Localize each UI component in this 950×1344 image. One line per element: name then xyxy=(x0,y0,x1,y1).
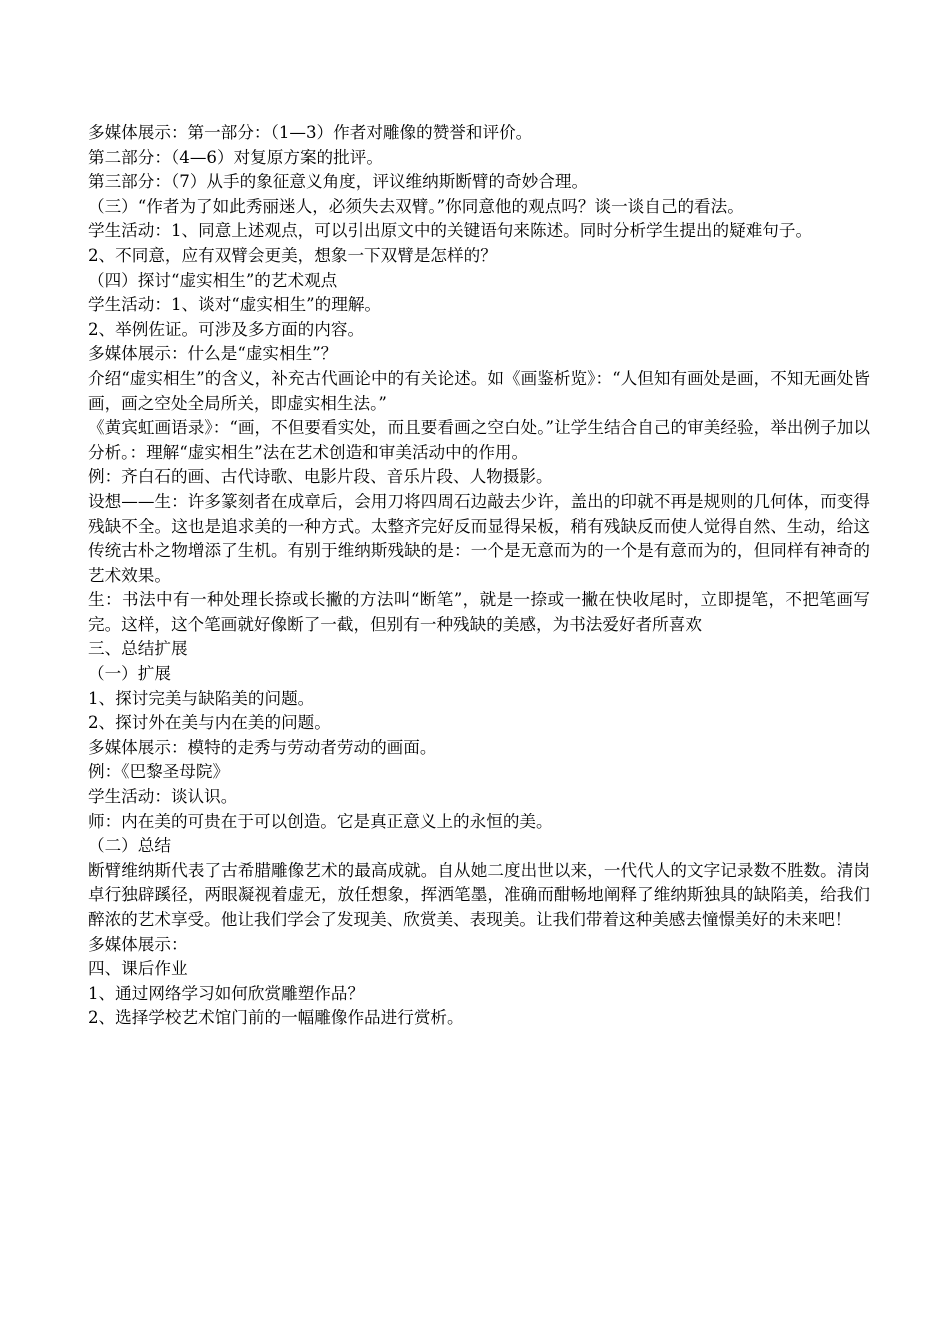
paragraph: 学生活动：1、谈对“虚实相生”的理解。 xyxy=(88,295,382,315)
paragraph: 2、举例佐证。可涉及多方面的内容。 xyxy=(88,319,365,339)
paragraph: 1、通过网络学习如何欣赏雕塑作品？ xyxy=(88,983,365,1003)
paragraph: 断臂维纳斯代表了古希腊雕像艺术的最高成就。自从她二度出世以来，一代代人的文字记录数不胜数。清岗卓行独辟蹊径，两眼凝视着虚无，放任想象，挥洒笔墨，准确而酣畅地阐释了维纳斯独具的缺陷美，给我们醉浓的艺术享受。他让我们学会了发现美、欣赏美、表现美。让我们带着这种美感去憧憬美好的未来吧！ xyxy=(88,860,870,929)
paragraph: （三）“作者为了如此秀丽迷人，必须失去双臂。”你同意他的观点吗？谈一谈自己的看法。 xyxy=(88,196,744,216)
section-heading: （二）总结 xyxy=(88,836,171,856)
paragraph: 多媒体展示：模特的走秀与劳动者劳动的画面。 xyxy=(88,737,437,757)
paragraph: 2、选择学校艺术馆门前的一幅雕像作品进行赏析。 xyxy=(88,1008,464,1028)
section-heading: 三、总结扩展 xyxy=(88,639,188,659)
section-heading: 四、课后作业 xyxy=(88,959,188,979)
section-heading: （一）扩展 xyxy=(88,664,171,684)
paragraph: 设想——生：许多篆刻者在成章后，会用刀将四周石边敲去少许，盖出的印就不再是规则的几何体，而变得残缺不全。这也是追求美的一种方式。太整齐完好反而显得呆板，稍有残缺反而使人觉得自然、生动，给这传统古朴之物增添了生机。有别于维纳斯残缺的是：一个是无意而为的一个是有意而为的，但同样有神奇的艺术效果。 xyxy=(88,491,870,585)
paragraph: 2、探讨外在美与内在美的问题。 xyxy=(88,713,331,733)
paragraph: 生：书法中有一种处理长捺或长撇的方法叫“断笔”，就是一捺或一撇在快收尾时，立即提笔，不把笔画写完。这样，这个笔画就好像断了一截，但别有一种残缺的美感，为书法爱好者所喜欢 xyxy=(88,590,870,634)
document-body xyxy=(88,121,870,1031)
paragraph: 1、探讨完美与缺陷美的问题。 xyxy=(88,688,315,708)
paragraph: 多媒体展示：什么是“虚实相生”？ xyxy=(88,344,338,364)
paragraph: 师：内在美的可贵在于可以创造。它是真正意义上的永恒的美。 xyxy=(88,811,553,831)
paragraph: 第二部分：（4—6）对复原方案的批评。 xyxy=(88,147,383,167)
paragraph: 学生活动：谈认识。 xyxy=(88,787,238,807)
paragraph: 例：《巴黎圣母院》 xyxy=(88,762,230,782)
section-heading: （四）探讨“虚实相生”的艺术观点 xyxy=(88,270,338,290)
paragraph: 《黄宾虹画语录》：“画，不但要看实处，而且要看画之空白处。”让学生结合自己的审美经验，举出例子加以分析。：理解“虚实相生”法在艺术创造和审美活动中的作用。 xyxy=(88,418,870,462)
paragraph: 多媒体展示： xyxy=(88,934,188,954)
paragraph: 多媒体展示：第一部分：（1—3）作者对雕像的赞誉和评价。 xyxy=(88,123,533,142)
paragraph: 例：齐白石的画、古代诗歌、电影片段、音乐片段、人物摄影。 xyxy=(88,467,553,487)
paragraph: 第三部分：（7）从手的象征意义角度，评议维纳斯断臂的奇妙合理。 xyxy=(88,172,589,192)
paragraph: 2、不同意，应有双臂会更美，想象一下双臂是怎样的？ xyxy=(88,245,497,265)
paragraph: 介绍“虚实相生”的含义，补充古代画论中的有关论述。如《画鉴析览》：“人但知有画处是画，不知无画处皆画，画之空处全局所关，即虚实相生法。” xyxy=(88,368,870,413)
paragraph: 学生活动：1、同意上述观点，可以引出原文中的关键语句来陈述。同时分析学生提出的疑难句子。 xyxy=(88,221,813,241)
